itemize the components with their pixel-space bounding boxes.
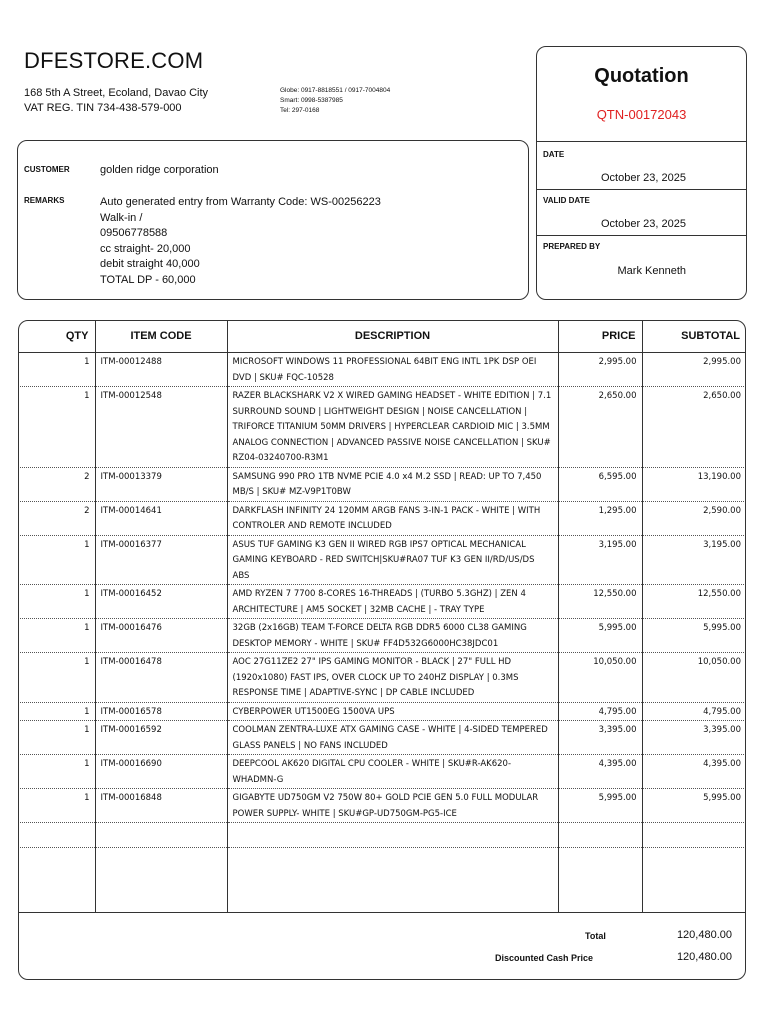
store-vat: VAT REG. TIN 734-438-579-000 — [24, 102, 182, 114]
remarks-line: 09506778588 — [100, 227, 168, 239]
table-row — [18, 755, 746, 789]
cell-qty: 1 — [18, 721, 95, 755]
cell-subtotal: 4,395.00 — [642, 755, 746, 789]
cell-item-code: ITM-00016452 — [95, 585, 227, 619]
cell-description: 32GB (2x16GB) TEAM T-FORCE DELTA RGB DDR5 6000 CL38 GAMING DESKTOP MEMORY - WHITE | SKU# FF4D532G6000HC38JDC01 — [227, 619, 558, 653]
cell-subtotal: 3,195.00 — [642, 535, 746, 585]
blank-row — [18, 823, 746, 848]
cell-item-code: ITM-00012488 — [95, 353, 227, 387]
cell-qty: 1 — [18, 353, 95, 387]
cell-price: 10,050.00 — [558, 653, 642, 703]
discount-value: 120,480.00 — [676, 951, 732, 963]
cell-subtotal: 2,590.00 — [642, 501, 746, 535]
divider — [537, 189, 746, 190]
cell-price: 1,295.00 — [558, 501, 642, 535]
date-value: October 23, 2025 — [600, 172, 686, 184]
cell-item-code: ITM-00016592 — [95, 721, 227, 755]
table-row — [18, 353, 746, 387]
blank-cell — [642, 823, 746, 848]
cell-description: DARKFLASH INFINITY 24 120MM ARGB FANS 3-IN-1 PACK - WHITE | WITH CONTROLER AND REMOTE INCLUDED — [227, 501, 558, 535]
cell-description: CYBERPOWER UT1500EG 1500VA UPS — [227, 702, 558, 721]
totals-divider — [18, 912, 746, 913]
cell-price: 2,995.00 — [558, 353, 642, 387]
table-row — [18, 721, 746, 755]
header-subtotal: SUBTOTAL — [642, 320, 746, 353]
cell-qty: 1 — [18, 789, 95, 823]
cell-qty: 1 — [18, 619, 95, 653]
remarks-block — [100, 195, 381, 288]
cell-subtotal: 13,190.00 — [642, 467, 746, 501]
blank-cell — [227, 823, 558, 848]
quotation-number: QTN-00172043 — [596, 107, 687, 122]
cell-item-code: ITM-00014641 — [95, 501, 227, 535]
remarks-label: REMARKS — [24, 196, 65, 205]
cell-qty: 2 — [18, 501, 95, 535]
customer-box — [17, 140, 529, 300]
cell-qty: 2 — [18, 467, 95, 501]
cell-price: 4,395.00 — [558, 755, 642, 789]
remarks-line: Walk-in / — [100, 211, 143, 224]
total-label: Total — [585, 931, 606, 941]
cell-item-code: ITM-00012548 — [95, 387, 227, 468]
table-row — [18, 535, 746, 585]
cell-subtotal: 2,995.00 — [642, 353, 746, 387]
cell-price: 12,550.00 — [558, 585, 642, 619]
cell-subtotal: 10,050.00 — [642, 653, 746, 703]
valid-date-value: October 23, 2025 — [600, 218, 686, 230]
cell-item-code: ITM-00016848 — [95, 789, 227, 823]
table-row — [18, 501, 746, 535]
cell-price: 3,395.00 — [558, 721, 642, 755]
blank-cell — [18, 823, 95, 848]
cell-description: AMD RYZEN 7 7700 8-CORES 16-THREADS | (TURBO 5.3GHZ) | ZEN 4 ARCHITECTURE | AM5 SOCKET | 32MB CACHE | - TRAY TYPE — [227, 585, 558, 619]
phone-globe: Globe: 0917-8818551 / 0917-7004804 — [280, 87, 391, 94]
cell-description: SAMSUNG 990 PRO 1TB NVME PCIE 4.0 x4 M.2 SSD | READ: UP TO 7,450 MB/S | SKU# MZ-V9P1T0BW — [227, 467, 558, 501]
cell-item-code: ITM-00016578 — [95, 702, 227, 721]
quotation-title-box — [536, 46, 747, 142]
phone-tel: Tel: 297-0168 — [280, 107, 320, 114]
blank-cell — [558, 823, 642, 848]
prepared-by-label: PREPARED BY — [543, 242, 601, 251]
cell-description: ASUS TUF GAMING K3 GEN II WIRED RGB IPS7 OPTICAL MECHANICAL GAMING KEYBOARD - RED SWITCH|SKU#RA07 TUF K3 GEN II/RD/US/DS ABS — [227, 535, 558, 585]
cell-item-code: ITM-00016377 — [95, 535, 227, 585]
remarks-line: cc straight- 20,000 — [100, 242, 191, 255]
phone-smart: Smart: 0998-5387985 — [280, 97, 343, 104]
cell-item-code: ITM-00016476 — [95, 619, 227, 653]
blank-cell — [95, 823, 227, 848]
cell-item-code: ITM-00013379 — [95, 467, 227, 501]
store-address: 168 5th A Street, Ecoland, Davao City — [24, 87, 209, 99]
items-table — [18, 320, 746, 848]
cell-qty: 1 — [18, 702, 95, 721]
header-price: PRICE — [558, 320, 642, 353]
remarks-line: TOTAL DP - 60,000 — [100, 273, 196, 286]
customer-name: golden ridge corporation — [100, 164, 219, 176]
cell-subtotal: 4,795.00 — [642, 702, 746, 721]
cell-qty: 1 — [18, 387, 95, 468]
cell-subtotal: 5,995.00 — [642, 789, 746, 823]
table-row — [18, 387, 746, 468]
prepared-by-value: Mark Kenneth — [617, 265, 686, 277]
cell-description: RAZER BLACKSHARK V2 X WIRED GAMING HEADSET - WHITE EDITION | 7.1 SURROUND SOUND | LIGHTWEIGHT DESIGN | NOISE CANCELLATION | TRIFORCE TITANIUM 50MM DRIVERS | HYPERCLEAR CARDIOID MIC | 3.5MM ANALOG CONNECTION | ADVANCED PASSIVE NOISE CANCELLATION | SKU# RZ04-03240700-R3M1 — [227, 387, 558, 468]
header-qty: QTY — [18, 320, 95, 353]
cell-item-code: ITM-00016690 — [95, 755, 227, 789]
table-row — [18, 619, 746, 653]
cell-qty: 1 — [18, 755, 95, 789]
cell-subtotal: 3,395.00 — [642, 721, 746, 755]
cell-subtotal: 5,995.00 — [642, 619, 746, 653]
cell-price: 5,995.00 — [558, 619, 642, 653]
table-header-row — [18, 320, 746, 353]
table-row — [18, 789, 746, 823]
valid-date-label: VALID DATE — [543, 196, 590, 205]
cell-subtotal: 12,550.00 — [642, 585, 746, 619]
date-label: DATE — [543, 150, 565, 159]
cell-subtotal: 2,650.00 — [642, 387, 746, 468]
table-row — [18, 702, 746, 721]
cell-price: 2,650.00 — [558, 387, 642, 468]
cell-qty: 1 — [18, 585, 95, 619]
cell-description: AOC 27G11ZE2 27" IPS GAMING MONITOR - BLACK | 27" FULL HD (1920x1080) FAST IPS, OVER CLOCK UP TO 240HZ DISPLAY | 0.3MS RESPONSE TIME | ADAPTIVE-SYNC | DP CABLE INCLUDED — [227, 653, 558, 703]
customer-label: CUSTOMER — [24, 165, 70, 174]
cell-price: 5,995.00 — [558, 789, 642, 823]
cell-price: 6,595.00 — [558, 467, 642, 501]
cell-description: COOLMAN ZENTRA-LUXE ATX GAMING CASE - WHITE | 4-SIDED TEMPERED GLASS PANELS | NO FANS INCLUDED — [227, 721, 558, 755]
total-value: 120,480.00 — [676, 929, 732, 941]
quotation-meta-box — [536, 141, 747, 300]
divider — [537, 235, 746, 236]
table-row — [18, 585, 746, 619]
header-description: DESCRIPTION — [227, 320, 558, 353]
cell-description: GIGABYTE UD750GM V2 750W 80+ GOLD PCIE GEN 5.0 FULL MODULAR POWER SUPPLY- WHITE | SKU#GP-UD750GM-PG5-ICE — [227, 789, 558, 823]
store-contacts — [280, 86, 390, 116]
store-name: DFESTORE.COM — [24, 48, 204, 73]
cell-price: 4,795.00 — [558, 702, 642, 721]
table-row — [18, 653, 746, 703]
header-item-code: ITEM CODE — [95, 320, 227, 353]
cell-price: 3,195.00 — [558, 535, 642, 585]
cell-qty: 1 — [18, 653, 95, 703]
cell-item-code: ITM-00016478 — [95, 653, 227, 703]
cell-description: DEEPCOOL AK620 DIGITAL CPU COOLER - WHITE | SKU#R-AK620-WHADMN-G — [227, 755, 558, 789]
discount-label: Discounted Cash Price — [495, 953, 594, 963]
remarks-line: debit straight 40,000 — [100, 258, 200, 270]
quotation-title: Quotation — [594, 65, 689, 87]
table-row — [18, 467, 746, 501]
cell-qty: 1 — [18, 535, 95, 585]
cell-description: MICROSOFT WINDOWS 11 PROFESSIONAL 64BIT ENG INTL 1PK DSP OEI DVD | SKU# FQC-10528 — [227, 353, 558, 387]
remarks-line: Auto generated entry from Warranty Code: WS-00256223 — [100, 196, 381, 208]
